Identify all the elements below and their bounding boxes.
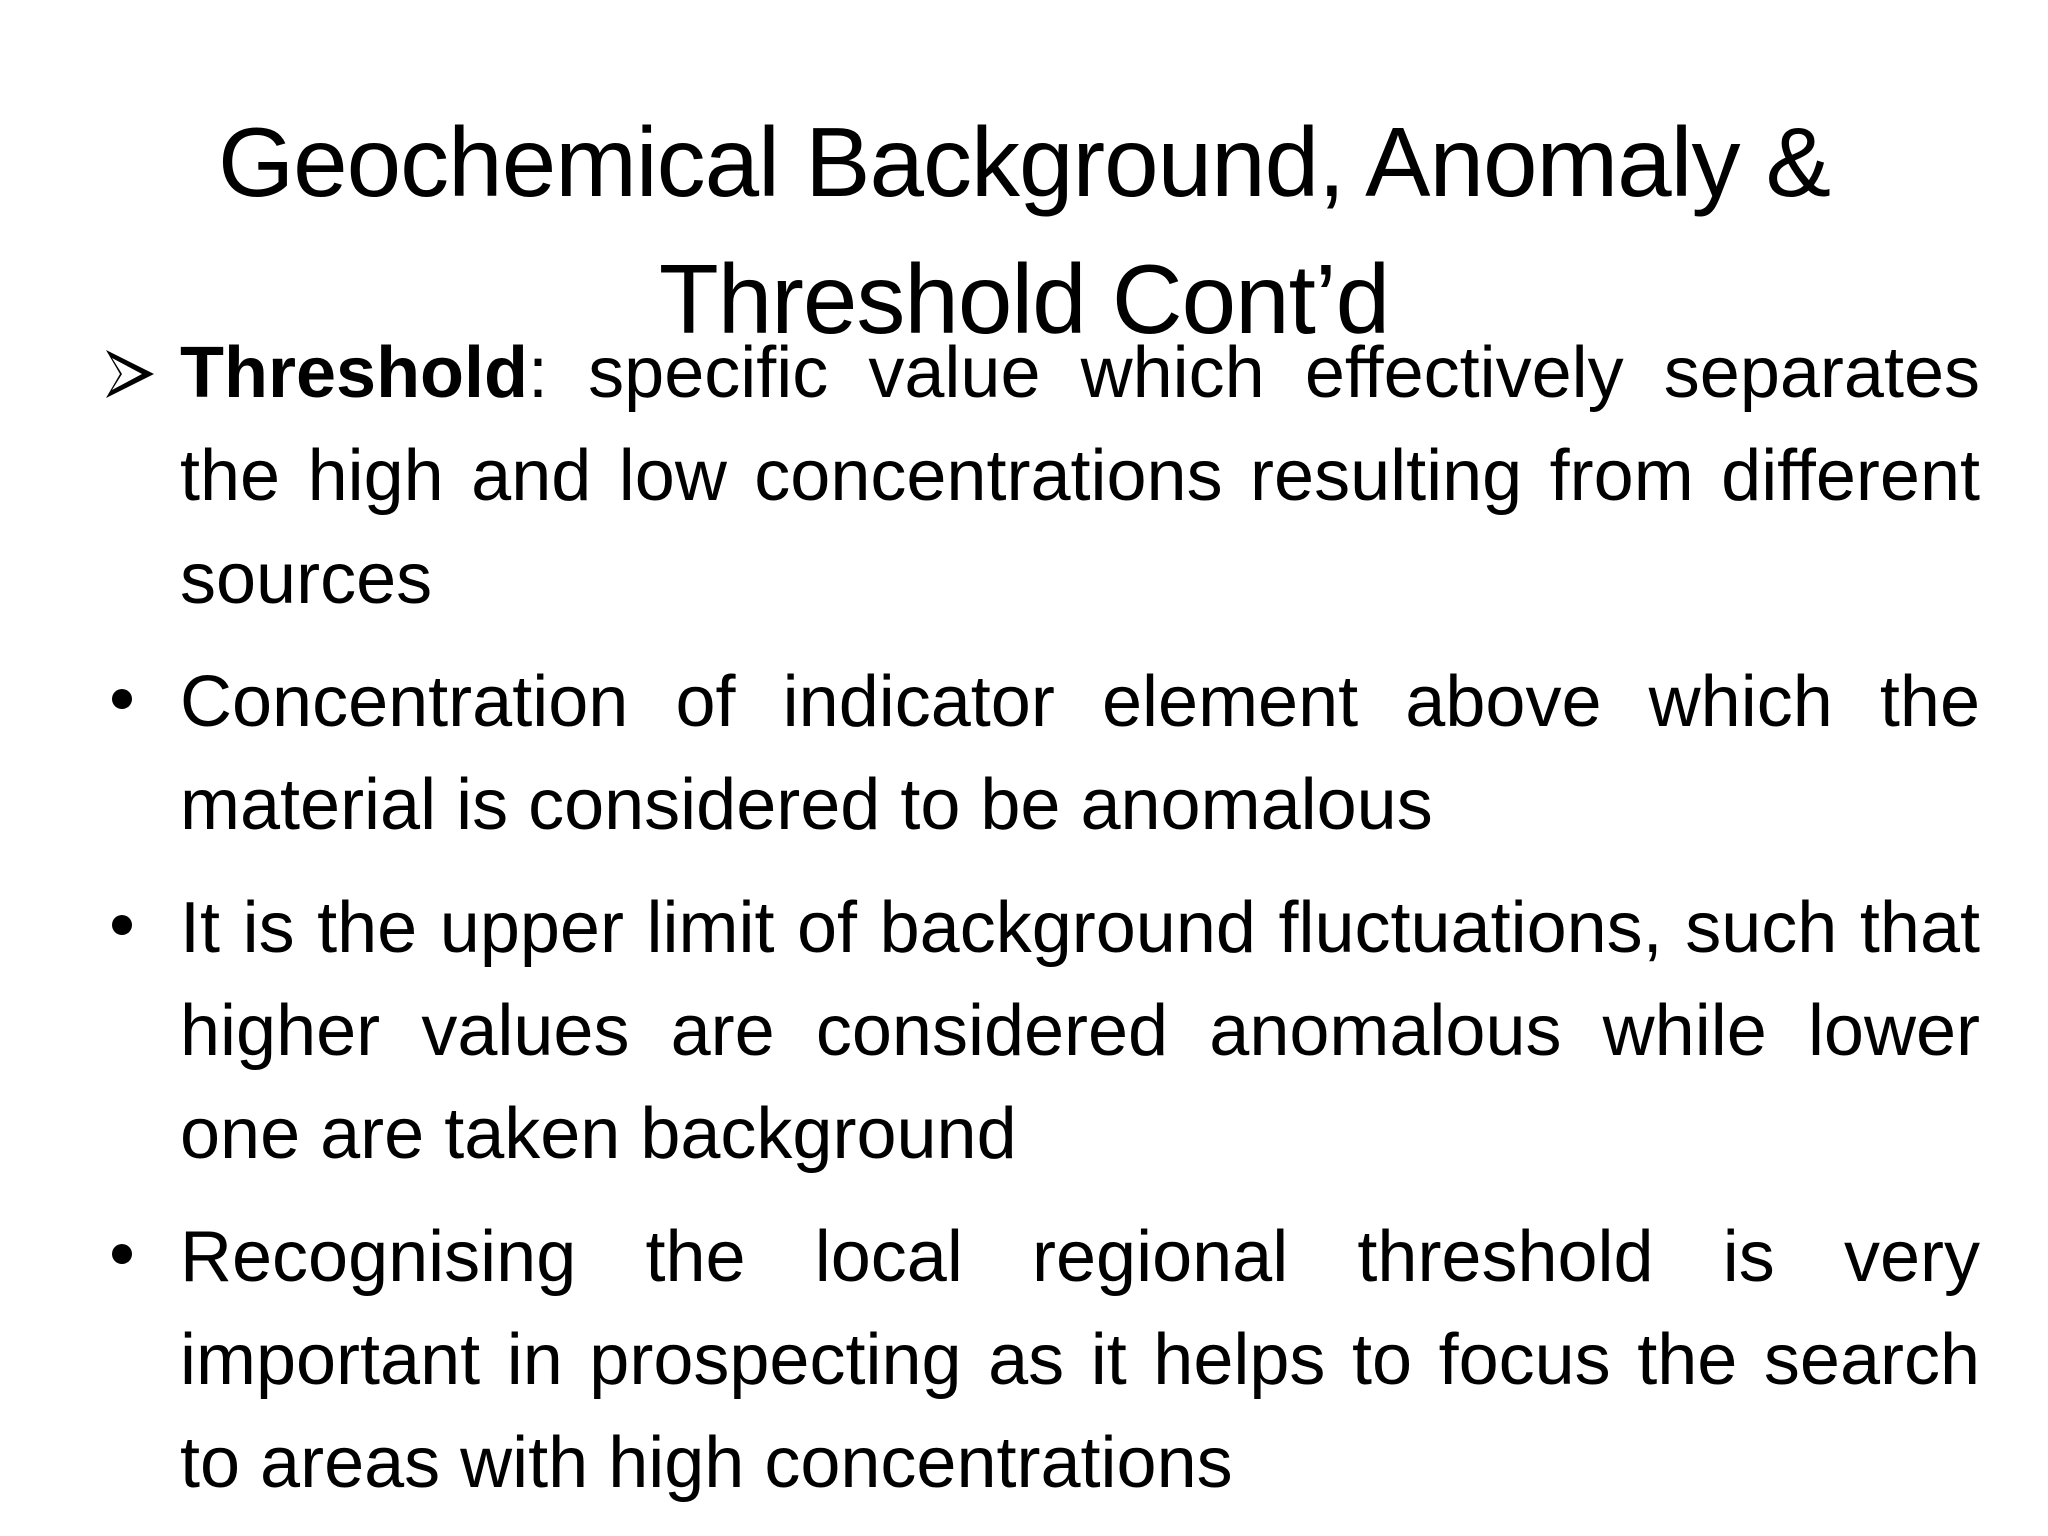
bullet-item-recognising bbox=[100, 1206, 1980, 1515]
bullet-item-concentration bbox=[100, 651, 1980, 857]
bullet-text-concentration: Concentration of indicator element above which the material is considered to be anomalous bbox=[180, 662, 1980, 845]
bullet-text-recognising: Recognising the local regional threshold is very important in prospecting as it helps to focus the search to areas with high concentrations bbox=[180, 1217, 1980, 1503]
bullet-text-upper-limit: It is the upper limit of background fluctuations, such that higher values are considered anomalous while lower one are taken background bbox=[180, 888, 1980, 1174]
bullet-item-threshold-definition bbox=[100, 322, 1980, 631]
title-line-1: Geochemical Background, Anomaly & bbox=[217, 106, 1831, 217]
bullet-list bbox=[100, 322, 1980, 1535]
term-suffix: : bbox=[528, 333, 549, 413]
threshold-term: Threshold bbox=[180, 333, 529, 413]
bullet-item-upper-limit bbox=[100, 877, 1980, 1186]
threshold-definition-text: specific value which effectively separates the high and low concentrations resulting from different sources bbox=[180, 333, 1980, 619]
title-line-2: Threshold Cont’d bbox=[658, 243, 1390, 354]
arrow-bullet-icon bbox=[104, 348, 156, 400]
